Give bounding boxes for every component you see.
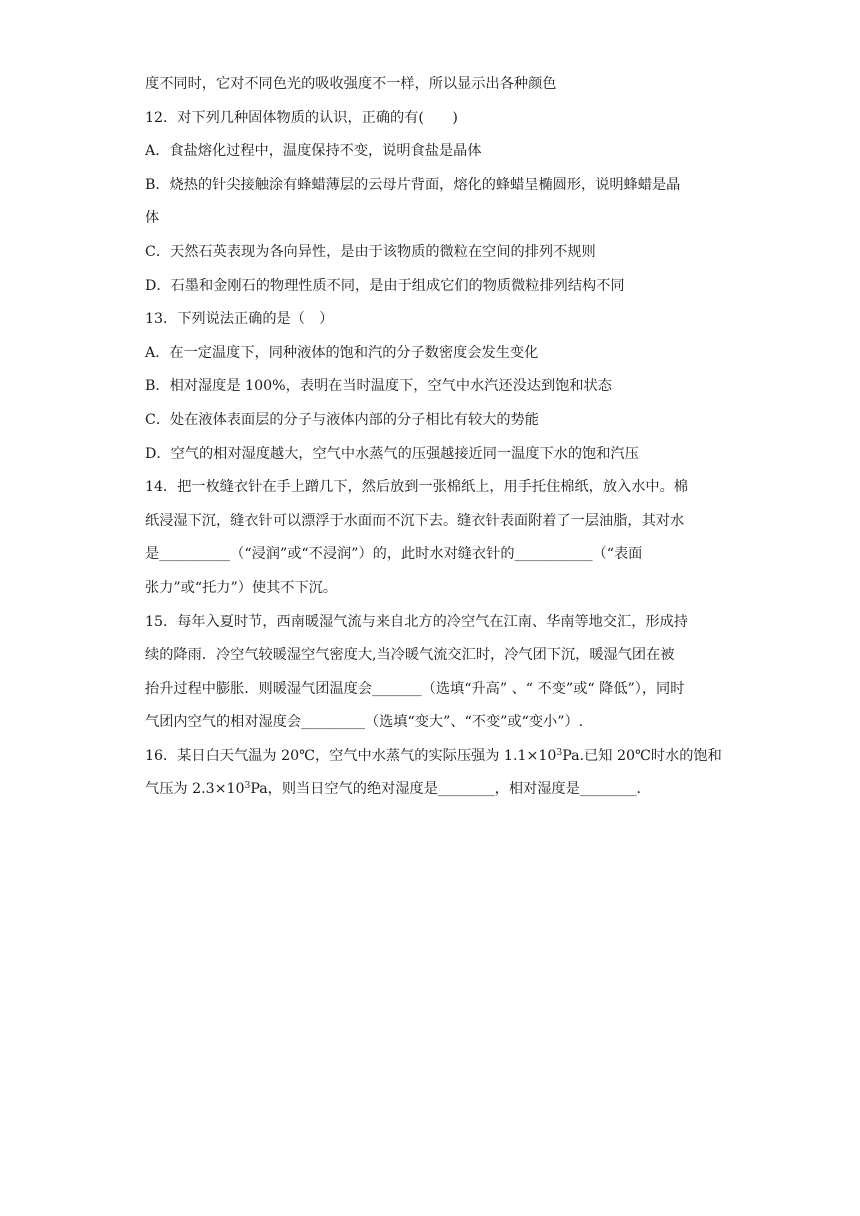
question-14-line-1: 14．把一枚缝衣针在手上蹭几下，然后放到一张棉纸上，用手托住棉纸，放入水中。棉 (145, 479, 688, 496)
question-14-line-2: 纸浸湿下沉，缝衣针可以漂浮于水面而不沉下去。缝衣针表面附着了一层油脂，其对水 (145, 512, 685, 529)
question-15-line-4: 气团内空气的相对湿度会_________（选填“变大”、“不变”或“变小”）. (145, 714, 584, 731)
question-13-option-b: B．相对湿度是 100%，表明在当时温度下，空气中水汽还没达到饱和状态 (145, 378, 612, 395)
question-13-stem: 13．下列说法正确的是（ ） (145, 311, 334, 328)
question-13-option-a: A．在一定温度下，同种液体的饱和汽的分子数密度会发生变化 (145, 344, 539, 361)
question-12-option-c: C．天然石英表现为各向异性，是由于该物质的微粒在空间的排列不规则 (145, 243, 596, 260)
question-14-line-3: 是__________（“浸润”或“不浸润”）的，此时水对缝衣针的___________（“表面 (145, 546, 643, 563)
question-15-line-3: 抬升过程中膨胀．则暖湿气团温度会_______（选填“升高” 、“ 不变”或“ 降低”），同时 (145, 680, 685, 697)
question-16-line-2 (145, 773, 715, 807)
question-12-option-b: B．烧热的针尖接触涂有蜂蜡薄层的云母片背面，熔化的蜂蜡呈椭圆形，说明蜂蜡是晶 (145, 176, 681, 193)
question-13-option-c: C．处在液体表面层的分子与液体内部的分子相比有较大的势能 (145, 411, 539, 428)
question-12-option-b-cont: 体 (145, 210, 160, 227)
question-12-stem: 12．对下列几种固体物质的认识，正确的有( ) (145, 109, 458, 126)
q16-text-d: Pa，则当日空气的绝对湿度是________，相对湿度是________. (250, 781, 642, 798)
question-16-line-1 (145, 740, 722, 774)
q16-text-c: 气压为 2.3×10 (145, 781, 245, 798)
document-body (145, 68, 722, 807)
question-12-option-a: A．食盐熔化过程中，温度保持不变，说明食盐是晶体 (145, 143, 482, 160)
question-13-option-d: D．空气的相对湿度越大，空气中水蒸气的压强越接近同一温度下水的饱和汽压 (145, 445, 639, 462)
q16-text-b: Pa.已知 20℃时水的饱和 (562, 747, 722, 764)
q16-exponent: 3 (244, 781, 251, 792)
question-15-line-1: 15．每年入夏时节，西南暖湿气流与来自北方的冷空气在江南、华南等地交汇，形成持 (145, 613, 688, 630)
question-12-option-d: D．石墨和金刚石的物理性质不同，是由于组成它们的物质微粒排列结构不同 (145, 277, 625, 294)
q16-exponent: 3 (556, 747, 563, 758)
q16-text-a: 16．某日白天气温为 20℃，空气中水蒸气的实际压强为 1.1×10 (145, 747, 557, 764)
question-15-line-2: 续的降雨．冷空气较暖湿空气密度大,当冷暖气流交汇时，冷气团下沉，暖湿气团在被 (145, 647, 675, 664)
question-14-line-4: 张力”或“托力”）使其不下沉。 (145, 579, 338, 596)
text-line: 度不同时，它对不同色光的吸收强度不一样，所以显示出各种颜色 (145, 76, 557, 92)
